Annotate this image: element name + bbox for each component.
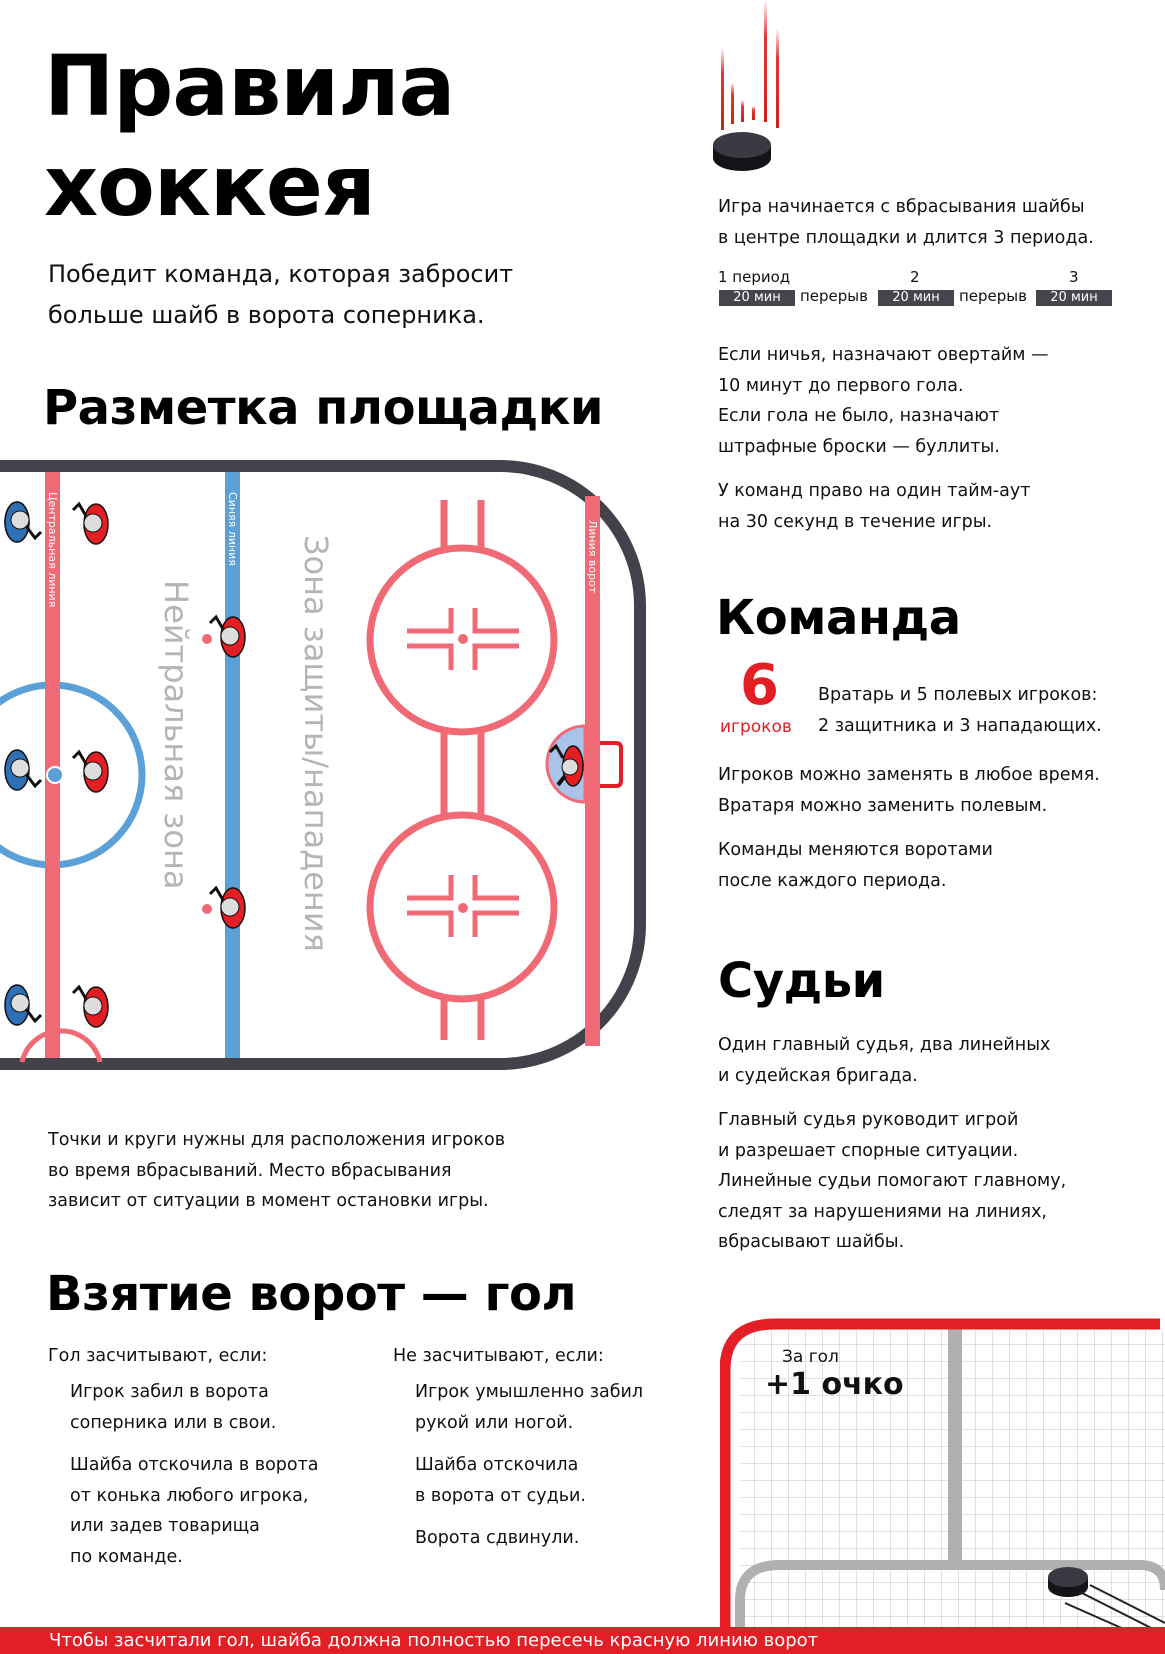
intro-text: Победит команда, которая забросит больше шайб в ворота соперника.	[48, 260, 514, 329]
goal-counted-list: Гол засчитывают, если: Игрок забил в ворота соперника или в свои. Шайба отскочила в ворота от конька любого игрока, или задев товарища по команде.	[48, 1341, 368, 1584]
goal-not-counted-list: Не засчитывают, если: Игрок умышленно забил рукой или ногой. Шайба отскочила в ворота от судьи. Ворота сдвинули.	[393, 1341, 713, 1566]
goal-point-value: +1 очко	[765, 1367, 904, 1402]
team-rules-text: Игроков можно заменять в любое время. Вратаря можно заменить полевым. Команды меняются воротами после каждого периода.	[718, 765, 1100, 891]
red-player-icon	[210, 617, 245, 657]
center-faceoff-dot	[47, 767, 63, 783]
list-item: Шайба отскочила в ворота от конька любого игрока, или задев товарища по команде.	[70, 1455, 319, 1567]
hockey-puck-icon	[712, 0, 792, 175]
blue-player-icon	[5, 985, 41, 1025]
list-item: Ворота сдвинули.	[415, 1528, 580, 1548]
list-item: Игрок забил в ворота соперника или в свои.	[70, 1382, 277, 1433]
goal-line-label: Линия ворот	[586, 520, 599, 594]
red-player-icon	[73, 752, 108, 792]
overtime-text: Если ничья, назначают овертайм — 10 минут до первого гола. Если гола не было, назначают штрафные броски — буллиты. У команд право на один тайм-аут на 30 секунд в течение игры.	[718, 340, 1138, 551]
period-2-label: 2	[910, 268, 920, 286]
referees-text: Один главный судья, два линейных и судейская бригада. Главный судья руководит игрой и разрешает спорные ситуации. Линейные судьи помогают главному, следят за нарушениями на линиях, вбрасывают шайбы.	[718, 1035, 1067, 1252]
footer-note: Чтобы засчитали гол, шайба должна полностью пересечь красную линию ворот	[0, 1627, 1165, 1654]
blue-player-icon	[5, 502, 41, 542]
list-item: Игрок умышленно забил рукой или ногой.	[415, 1382, 644, 1433]
break-2-label: перерыв	[959, 287, 1027, 305]
period-1-label: 1 период	[718, 268, 791, 286]
goal-point-label: За гол	[782, 1347, 839, 1367]
blue-line-label: Синяя линия	[226, 492, 239, 566]
team-section-title: Команда	[716, 590, 961, 646]
rink-caption: Точки и круги нужны для расположения игроков во время вбрасываний. Место вбрасывания зависит от ситуации в момент остановки игры.	[48, 1130, 506, 1211]
period-3-label: 3	[1069, 268, 1079, 286]
rink-diagram	[0, 440, 680, 1100]
center-line-label: Центральная линия	[46, 492, 59, 608]
page-title: Правила хоккея	[44, 37, 455, 235]
team-composition: Вратарь и 5 полевых игроков: 2 защитника и 3 нападающих.	[818, 685, 1102, 736]
neutral-zone-label: Нейтральная зона	[157, 580, 195, 890]
referees-section-title: Судьи	[718, 953, 885, 1009]
blue-player-icon	[5, 750, 41, 790]
break-1-label: перерыв	[800, 287, 868, 305]
team-player-count-label: игроков	[720, 717, 792, 737]
red-player-icon	[73, 987, 108, 1027]
list-item: Шайба отскочила в ворота от судьи.	[415, 1455, 586, 1506]
defense-attack-zone-label: Зона защиты/нападения	[297, 535, 335, 952]
timeout-text: У команд право на один тайм-аут на 30 секунд в течение игры.	[718, 481, 1031, 532]
period-1-duration: 20 мин	[719, 290, 795, 306]
period-3-duration: 20 мин	[1036, 290, 1112, 306]
periods-timeline	[718, 268, 1118, 312]
period-2-duration: 20 мин	[878, 290, 954, 306]
team-player-count: 6	[740, 653, 779, 718]
red-player-icon	[210, 888, 245, 928]
game-start-text: Игра начинается с вбрасывания шайбы в центре площадки и длится 3 периода.	[718, 197, 1094, 248]
red-player-icon	[73, 504, 108, 544]
goal-section-title: Взятие ворот — гол	[46, 1266, 577, 1322]
rink-section-title: Разметка площадки	[43, 380, 603, 436]
